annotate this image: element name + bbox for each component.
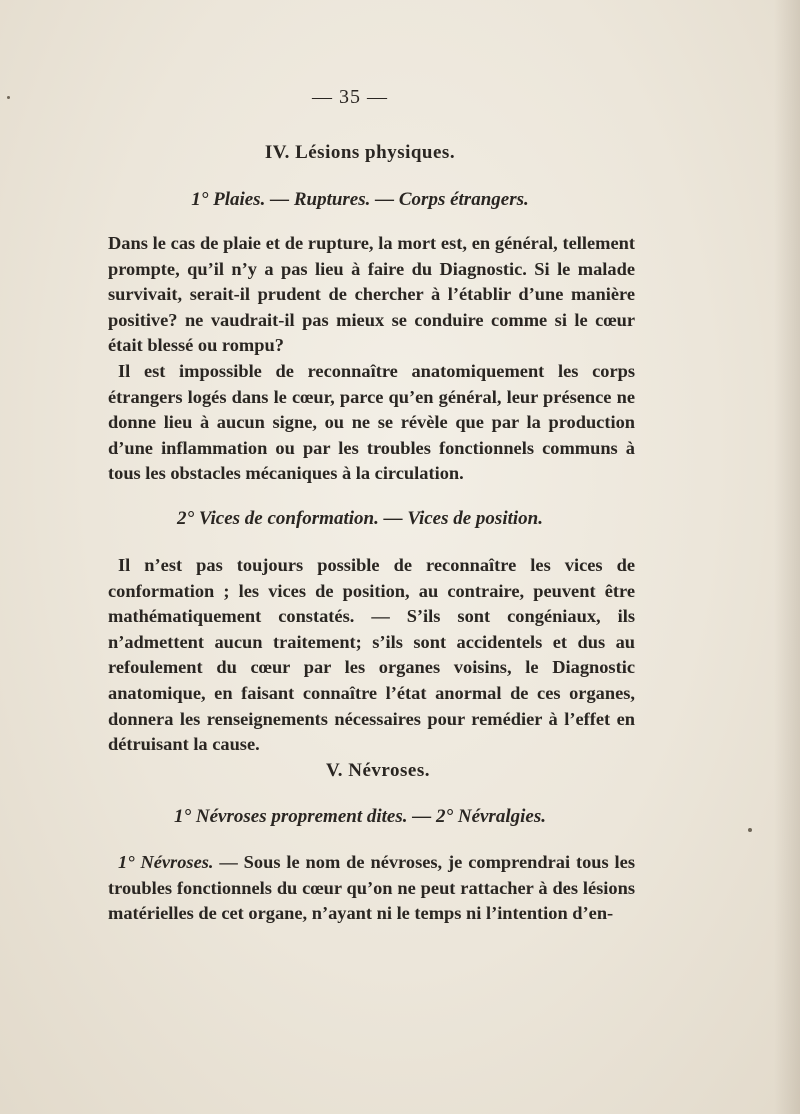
paper-speck [7, 96, 10, 99]
paragraph-corps-etrangers: Il est impossible de reconnaître anatomiquement les corps étrangers logés dans le cœur, parce qu’en général, leur présence ne donne lieu à aucun signe, ou ne se révèle que par la production d’une inflammation ou par les troubles fonctionnels communs à tous les obstacles mécaniques à la circulation. [108, 361, 635, 484]
paragraph-plaies: Dans le cas de plaie et de rupture, la mort est, en général, tellement prompte, qu’il n’y a pas lieu à faire du Diagnostic. Si le malade survivait, serait-il prudent de chercher à l’établir d’une manière positive? ne vaudrait-il pas mieux se conduire comme si le cœur était blessé ou rompu? [108, 233, 635, 356]
page-edge-shadow [774, 0, 800, 1114]
section-iv-heading: IV. Lésions physiques. [264, 142, 456, 163]
nevroses-text: — Sous le nom de névroses, je comprendrai tous les troubles fonctionnels du cœur qu’on ne peut rattacher à des lésions matérielles de cet organe, n’ayant ni le temps ni l’intention d’en- [108, 852, 635, 924]
paragraph-nevroses [108, 850, 635, 927]
section-iv-subheading: 1° Plaies. — Ruptures. — Corps étrangers. [191, 189, 529, 210]
section-v-subheading: 1° Névroses proprement dites. — 2° Névralgies. [174, 806, 546, 827]
paper-speck [748, 828, 752, 832]
nevroses-lead: 1° Névroses. [118, 852, 214, 872]
paragraph-vices: Il n’est pas toujours possible de reconnaître les vices de conformation ; les vices de position, au contraire, peuvent être mathématiquement constatés. — S’ils sont congéniaux, ils n’admettent aucun traitement; s’ils sont accidentels et dus au refoulement du cœur par les organes voisins, le Diagnostic anatomique, en faisant connaître l’état anormal de ces organes, donnera les renseignements nécessaires pour remédier à l’effet en détruisant la cause. [108, 555, 635, 755]
section-v-heading: V. Névroses. [326, 760, 430, 781]
page-number: — 35 — [312, 86, 388, 108]
section-iv-subheading-2: 2° Vices de conformation. — Vices de position. [177, 508, 543, 529]
